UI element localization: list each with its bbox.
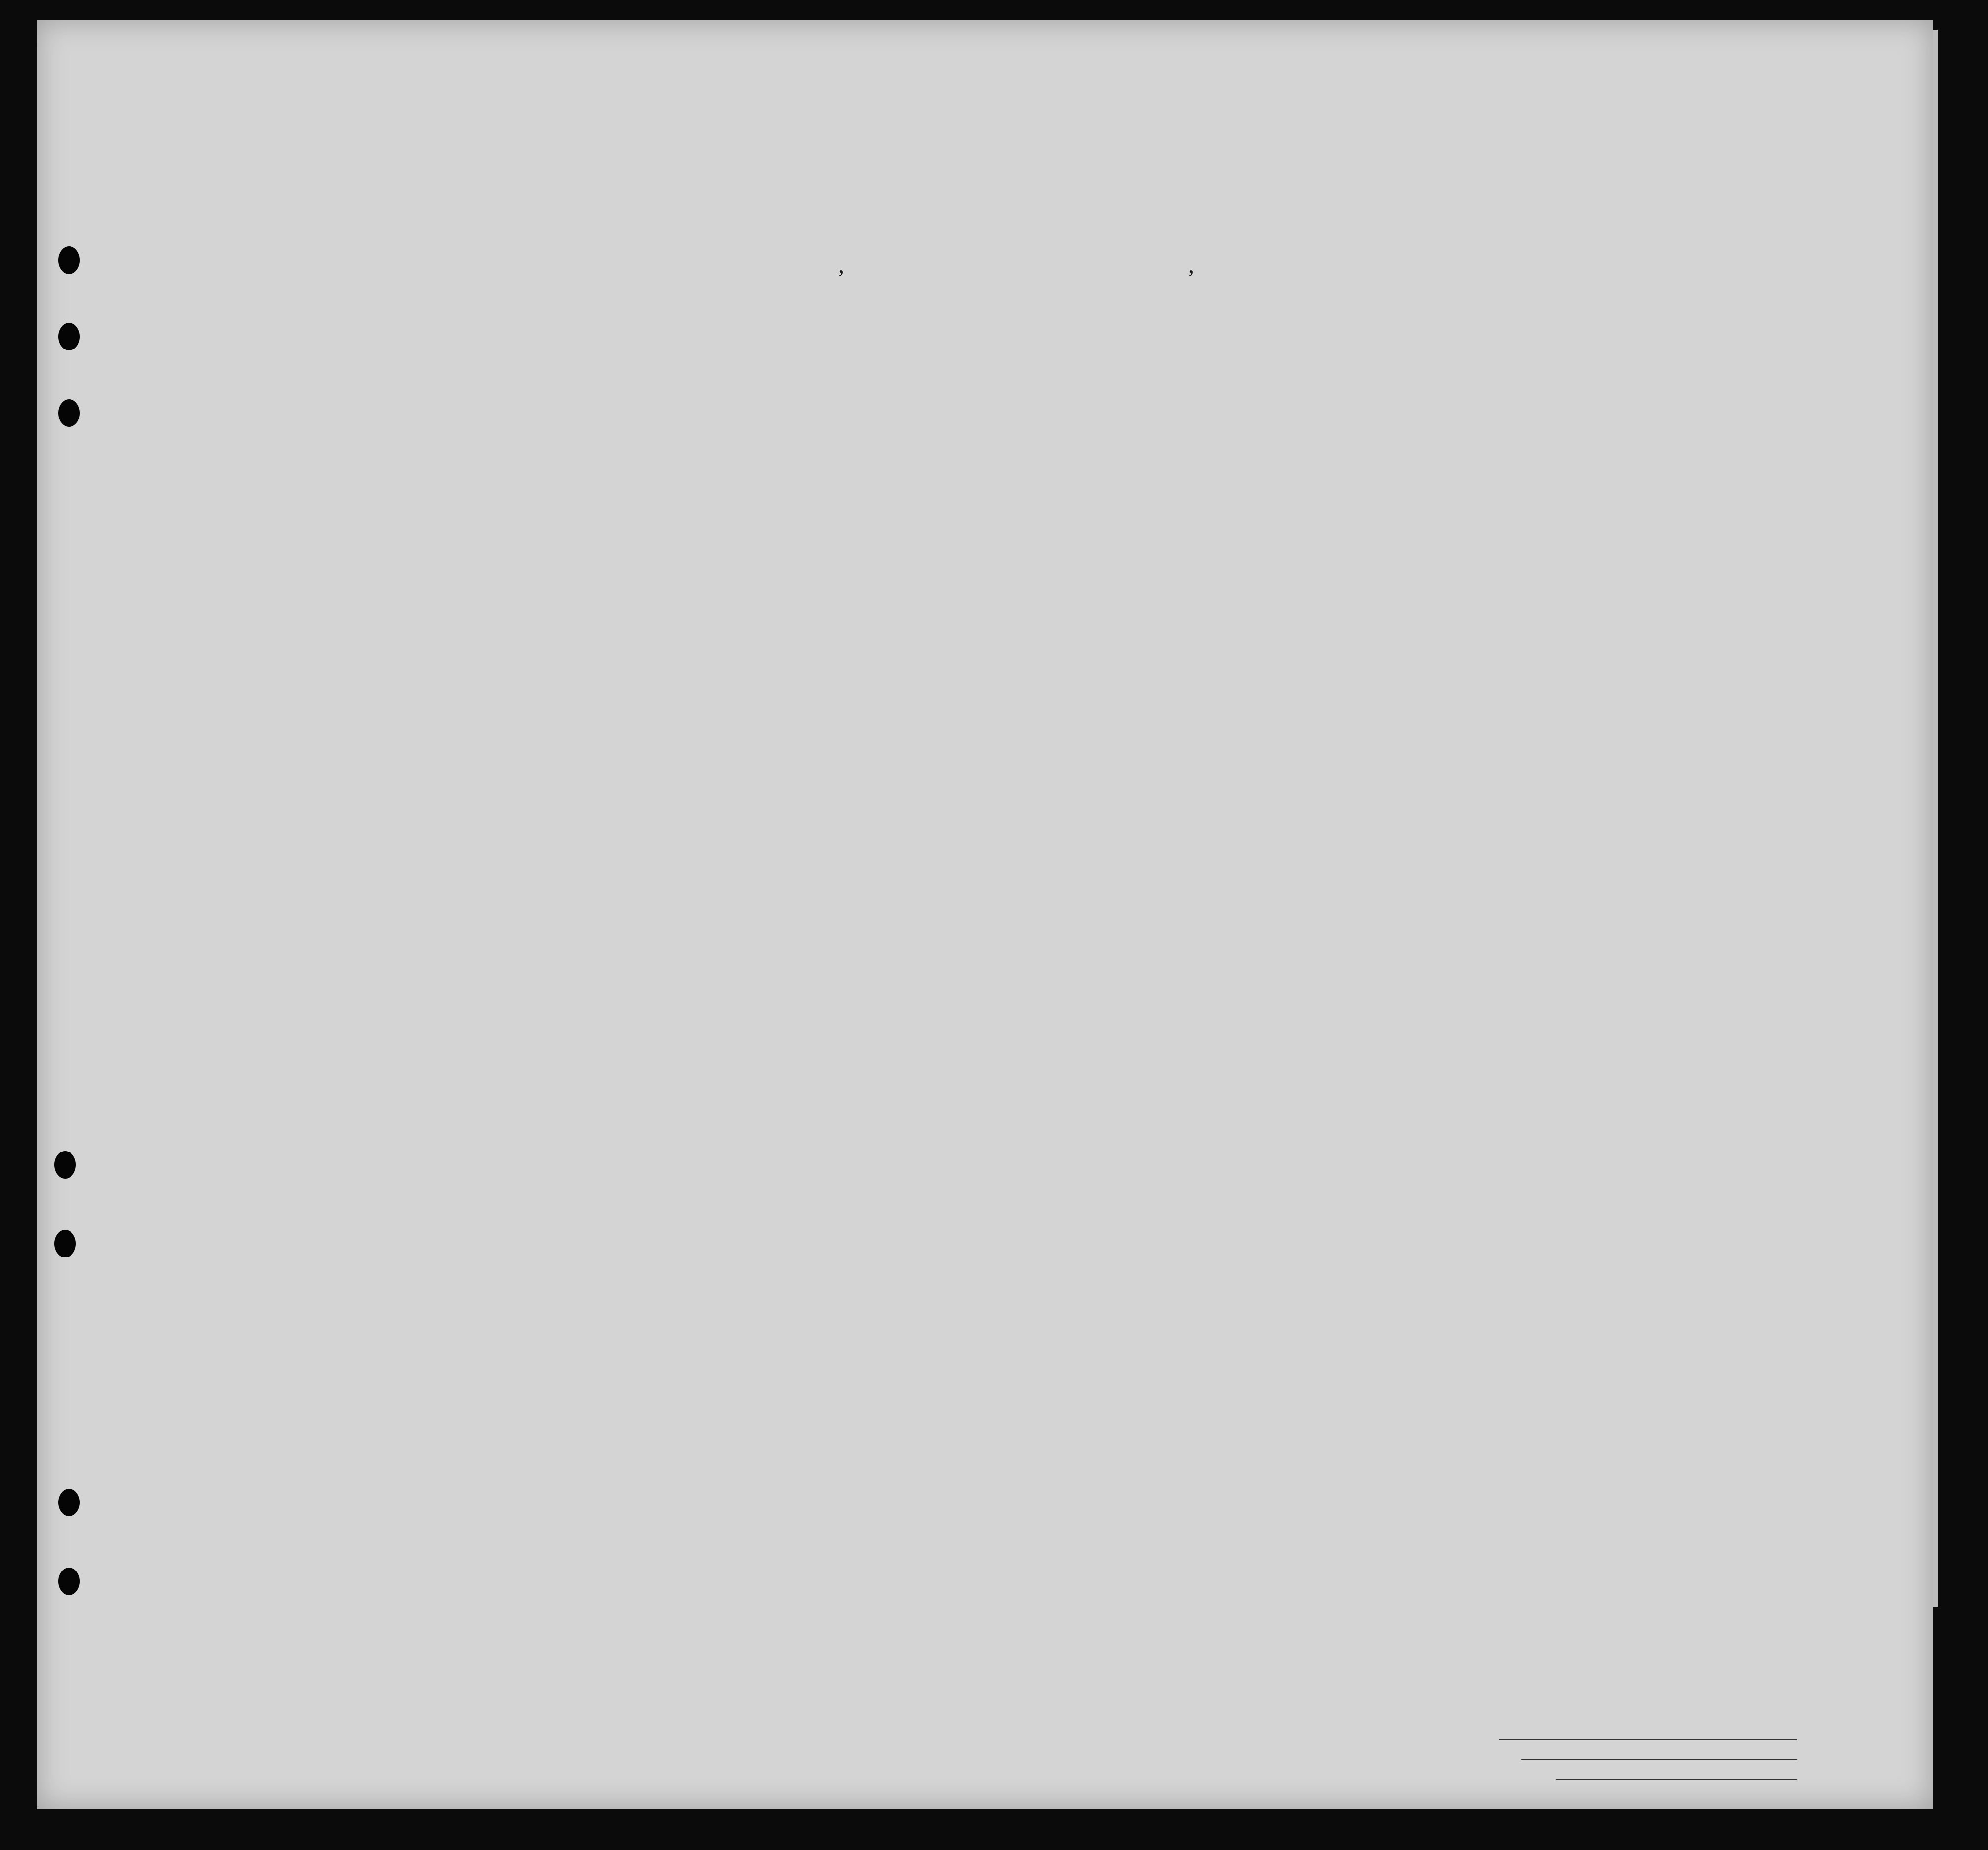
binder-hole <box>58 1489 80 1516</box>
local-agents-field <box>1556 1779 1797 1780</box>
binder-hole <box>54 1230 76 1257</box>
binder-hole <box>58 1568 80 1595</box>
table-grid <box>37 20 1933 1809</box>
owners-field <box>1521 1759 1797 1760</box>
binder-hole <box>58 399 80 427</box>
binder-hole <box>58 246 80 274</box>
manifest-sheet <box>37 20 1933 1809</box>
binder-hole <box>58 323 80 350</box>
comma-2: , <box>1188 252 1194 278</box>
binder-hole <box>54 1151 76 1179</box>
comma-1: , <box>838 252 844 278</box>
line-field <box>1499 1739 1797 1740</box>
